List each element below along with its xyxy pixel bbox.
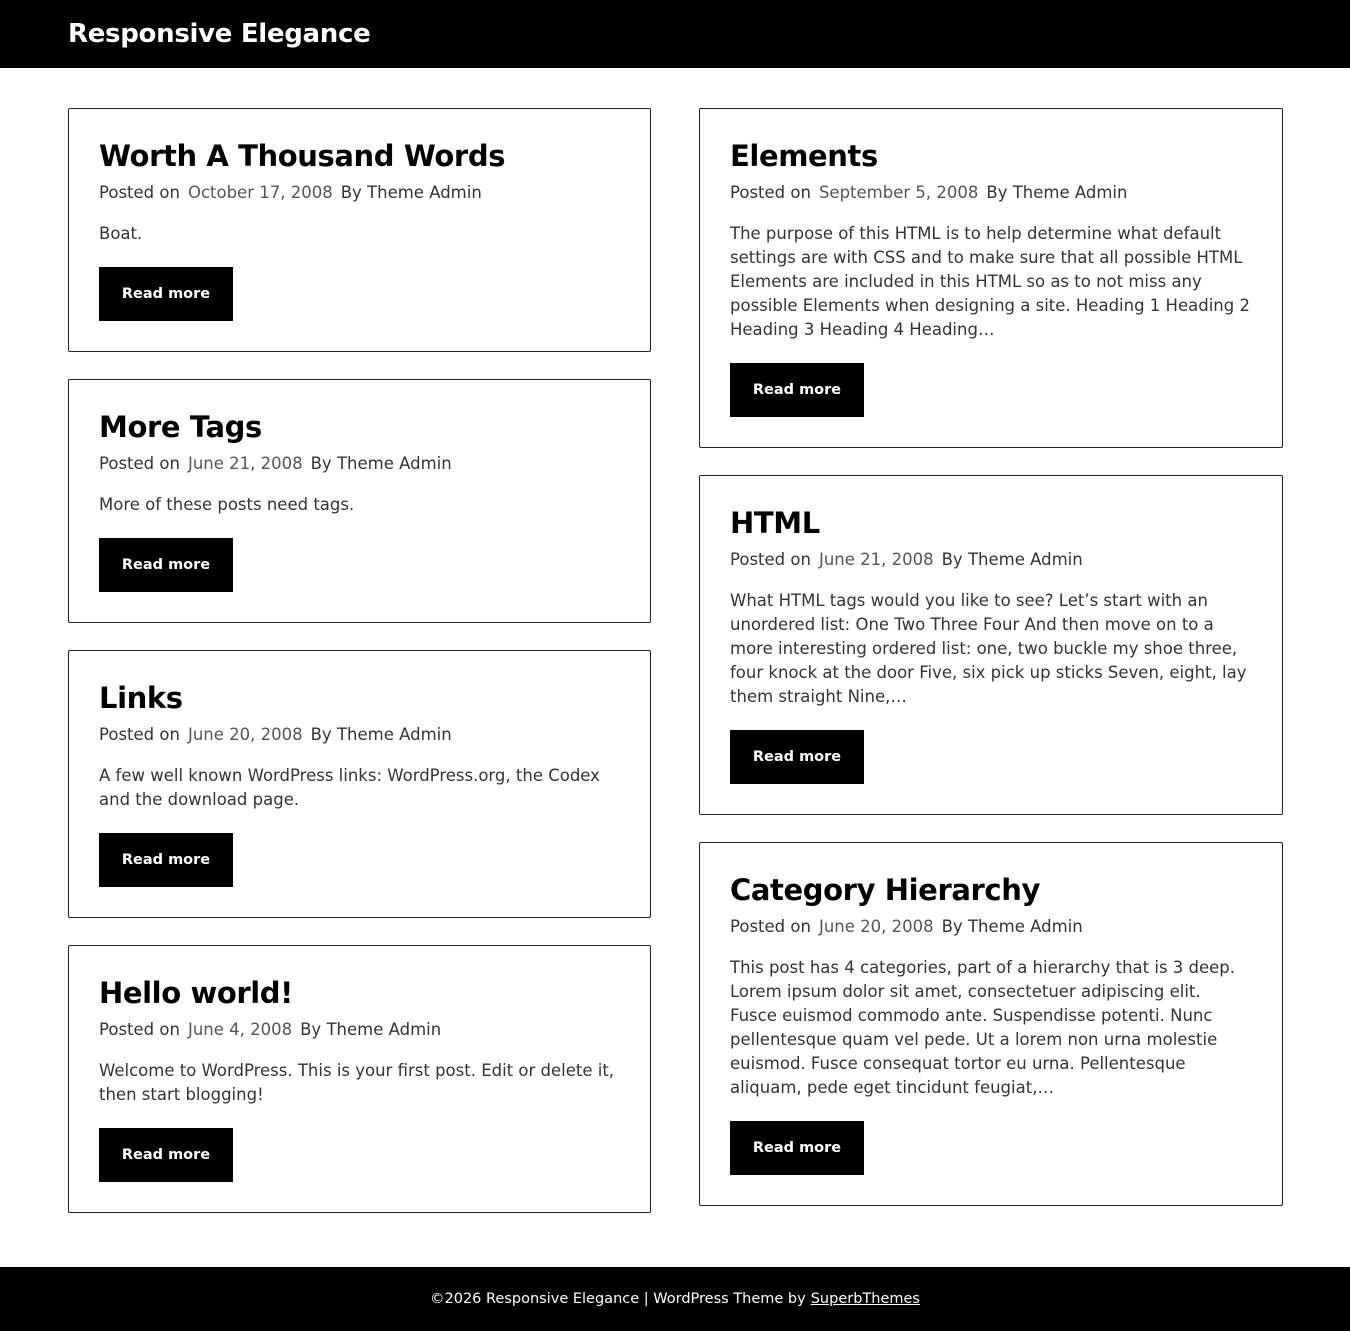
post-meta bbox=[99, 453, 620, 475]
posted-on-label: Posted on bbox=[730, 550, 811, 569]
posted-on-label: Posted on bbox=[730, 183, 811, 202]
posted-on-label: Posted on bbox=[730, 917, 811, 936]
post-card bbox=[699, 108, 1283, 448]
read-more-button[interactable]: Read more bbox=[99, 1128, 233, 1182]
post-meta bbox=[730, 182, 1252, 204]
post-title-link[interactable]: Hello world! bbox=[99, 976, 293, 1010]
post-excerpt: More of these posts need tags. bbox=[99, 495, 355, 514]
post-author-link[interactable]: By Theme Admin bbox=[941, 550, 1083, 569]
post-title-link[interactable]: HTML bbox=[730, 506, 820, 540]
post-date-link[interactable]: October 17, 2008 bbox=[187, 183, 333, 202]
post-meta bbox=[99, 724, 620, 746]
footer-theme-link[interactable]: SuperbThemes bbox=[810, 1291, 920, 1307]
site-header bbox=[0, 0, 1350, 68]
post-excerpt: This post has 4 categories, part of a hierarchy that is 3 deep. Lorem ipsum dolor sit amet, consectetuer adipiscing elit. Fusce euismod commodo ante. Suspendisse potenti. Nunc pellentesque quam vel pede. Ut a lorem non urna molestie euismod. Fusce consequat tortor eu urna. Pellentesque aliquam, pede eget tincidunt feugiat,… bbox=[730, 958, 1236, 1097]
post-date-link[interactable]: June 21, 2008 bbox=[818, 550, 934, 569]
post-card bbox=[699, 475, 1283, 815]
post-card bbox=[68, 945, 651, 1213]
footer-copyright: ©2026 Responsive Elegance | WordPress Theme by bbox=[430, 1291, 806, 1307]
post-meta bbox=[730, 916, 1252, 938]
post-date-link[interactable]: June 20, 2008 bbox=[818, 917, 934, 936]
read-more-button[interactable]: Read more bbox=[730, 363, 864, 417]
post-author-link[interactable]: By Theme Admin bbox=[340, 183, 482, 202]
post-excerpt: Welcome to WordPress. This is your first post. Edit or delete it, then start blogging! bbox=[99, 1061, 615, 1104]
post-title-link[interactable]: Elements bbox=[730, 139, 878, 173]
post-card bbox=[68, 650, 651, 918]
site-title[interactable]: Responsive Elegance bbox=[68, 19, 371, 49]
read-more-button[interactable]: Read more bbox=[99, 538, 233, 592]
post-title-link[interactable]: Category Hierarchy bbox=[730, 873, 1040, 907]
left-column bbox=[68, 108, 651, 1213]
post-excerpt: The purpose of this HTML is to help determine what default settings are with CSS and to make sure that all possible HTML Elements are included in this HTML so as to not miss any possible Elements when designing a site. Heading 1 Heading 2 Heading 3 Heading 4 Heading… bbox=[730, 224, 1250, 339]
post-excerpt: Boat. bbox=[99, 224, 143, 243]
post-title-link[interactable]: Links bbox=[99, 681, 183, 715]
posted-on-label: Posted on bbox=[99, 1020, 180, 1039]
post-date-link[interactable]: September 5, 2008 bbox=[818, 183, 979, 202]
post-excerpt: A few well known WordPress links: WordPress.org, the Codex and the download page. bbox=[99, 766, 600, 809]
post-author-link[interactable]: By Theme Admin bbox=[300, 1020, 442, 1039]
post-meta bbox=[730, 549, 1252, 571]
post-date-link[interactable]: June 4, 2008 bbox=[187, 1020, 293, 1039]
read-more-button[interactable]: Read more bbox=[730, 1121, 864, 1175]
right-column bbox=[699, 108, 1283, 1206]
posted-on-label: Posted on bbox=[99, 725, 180, 744]
post-meta bbox=[99, 182, 620, 204]
post-grid bbox=[0, 68, 1350, 1267]
post-author-link[interactable]: By Theme Admin bbox=[986, 183, 1128, 202]
site-footer bbox=[0, 1267, 1350, 1331]
posted-on-label: Posted on bbox=[99, 454, 180, 473]
post-date-link[interactable]: June 21, 2008 bbox=[187, 454, 303, 473]
post-date-link[interactable]: June 20, 2008 bbox=[187, 725, 303, 744]
post-card bbox=[68, 379, 651, 623]
read-more-button[interactable]: Read more bbox=[730, 730, 864, 784]
post-author-link[interactable]: By Theme Admin bbox=[941, 917, 1083, 936]
read-more-button[interactable]: Read more bbox=[99, 833, 233, 887]
read-more-button[interactable]: Read more bbox=[99, 267, 233, 321]
post-title-link[interactable]: Worth A Thousand Words bbox=[99, 139, 506, 173]
post-excerpt: What HTML tags would you like to see? Let’s start with an unordered list: One Two Three Four And then move on to a more interesting ordered list: one, two buckle my shoe three, four knock at the door Five, six pick up sticks Seven, eight, lay them straight Nine,… bbox=[730, 591, 1247, 706]
post-card bbox=[699, 842, 1283, 1206]
post-card bbox=[68, 108, 651, 352]
posted-on-label: Posted on bbox=[99, 183, 180, 202]
post-title-link[interactable]: More Tags bbox=[99, 410, 262, 444]
post-author-link[interactable]: By Theme Admin bbox=[310, 454, 452, 473]
post-author-link[interactable]: By Theme Admin bbox=[310, 725, 452, 744]
post-meta bbox=[99, 1019, 620, 1041]
